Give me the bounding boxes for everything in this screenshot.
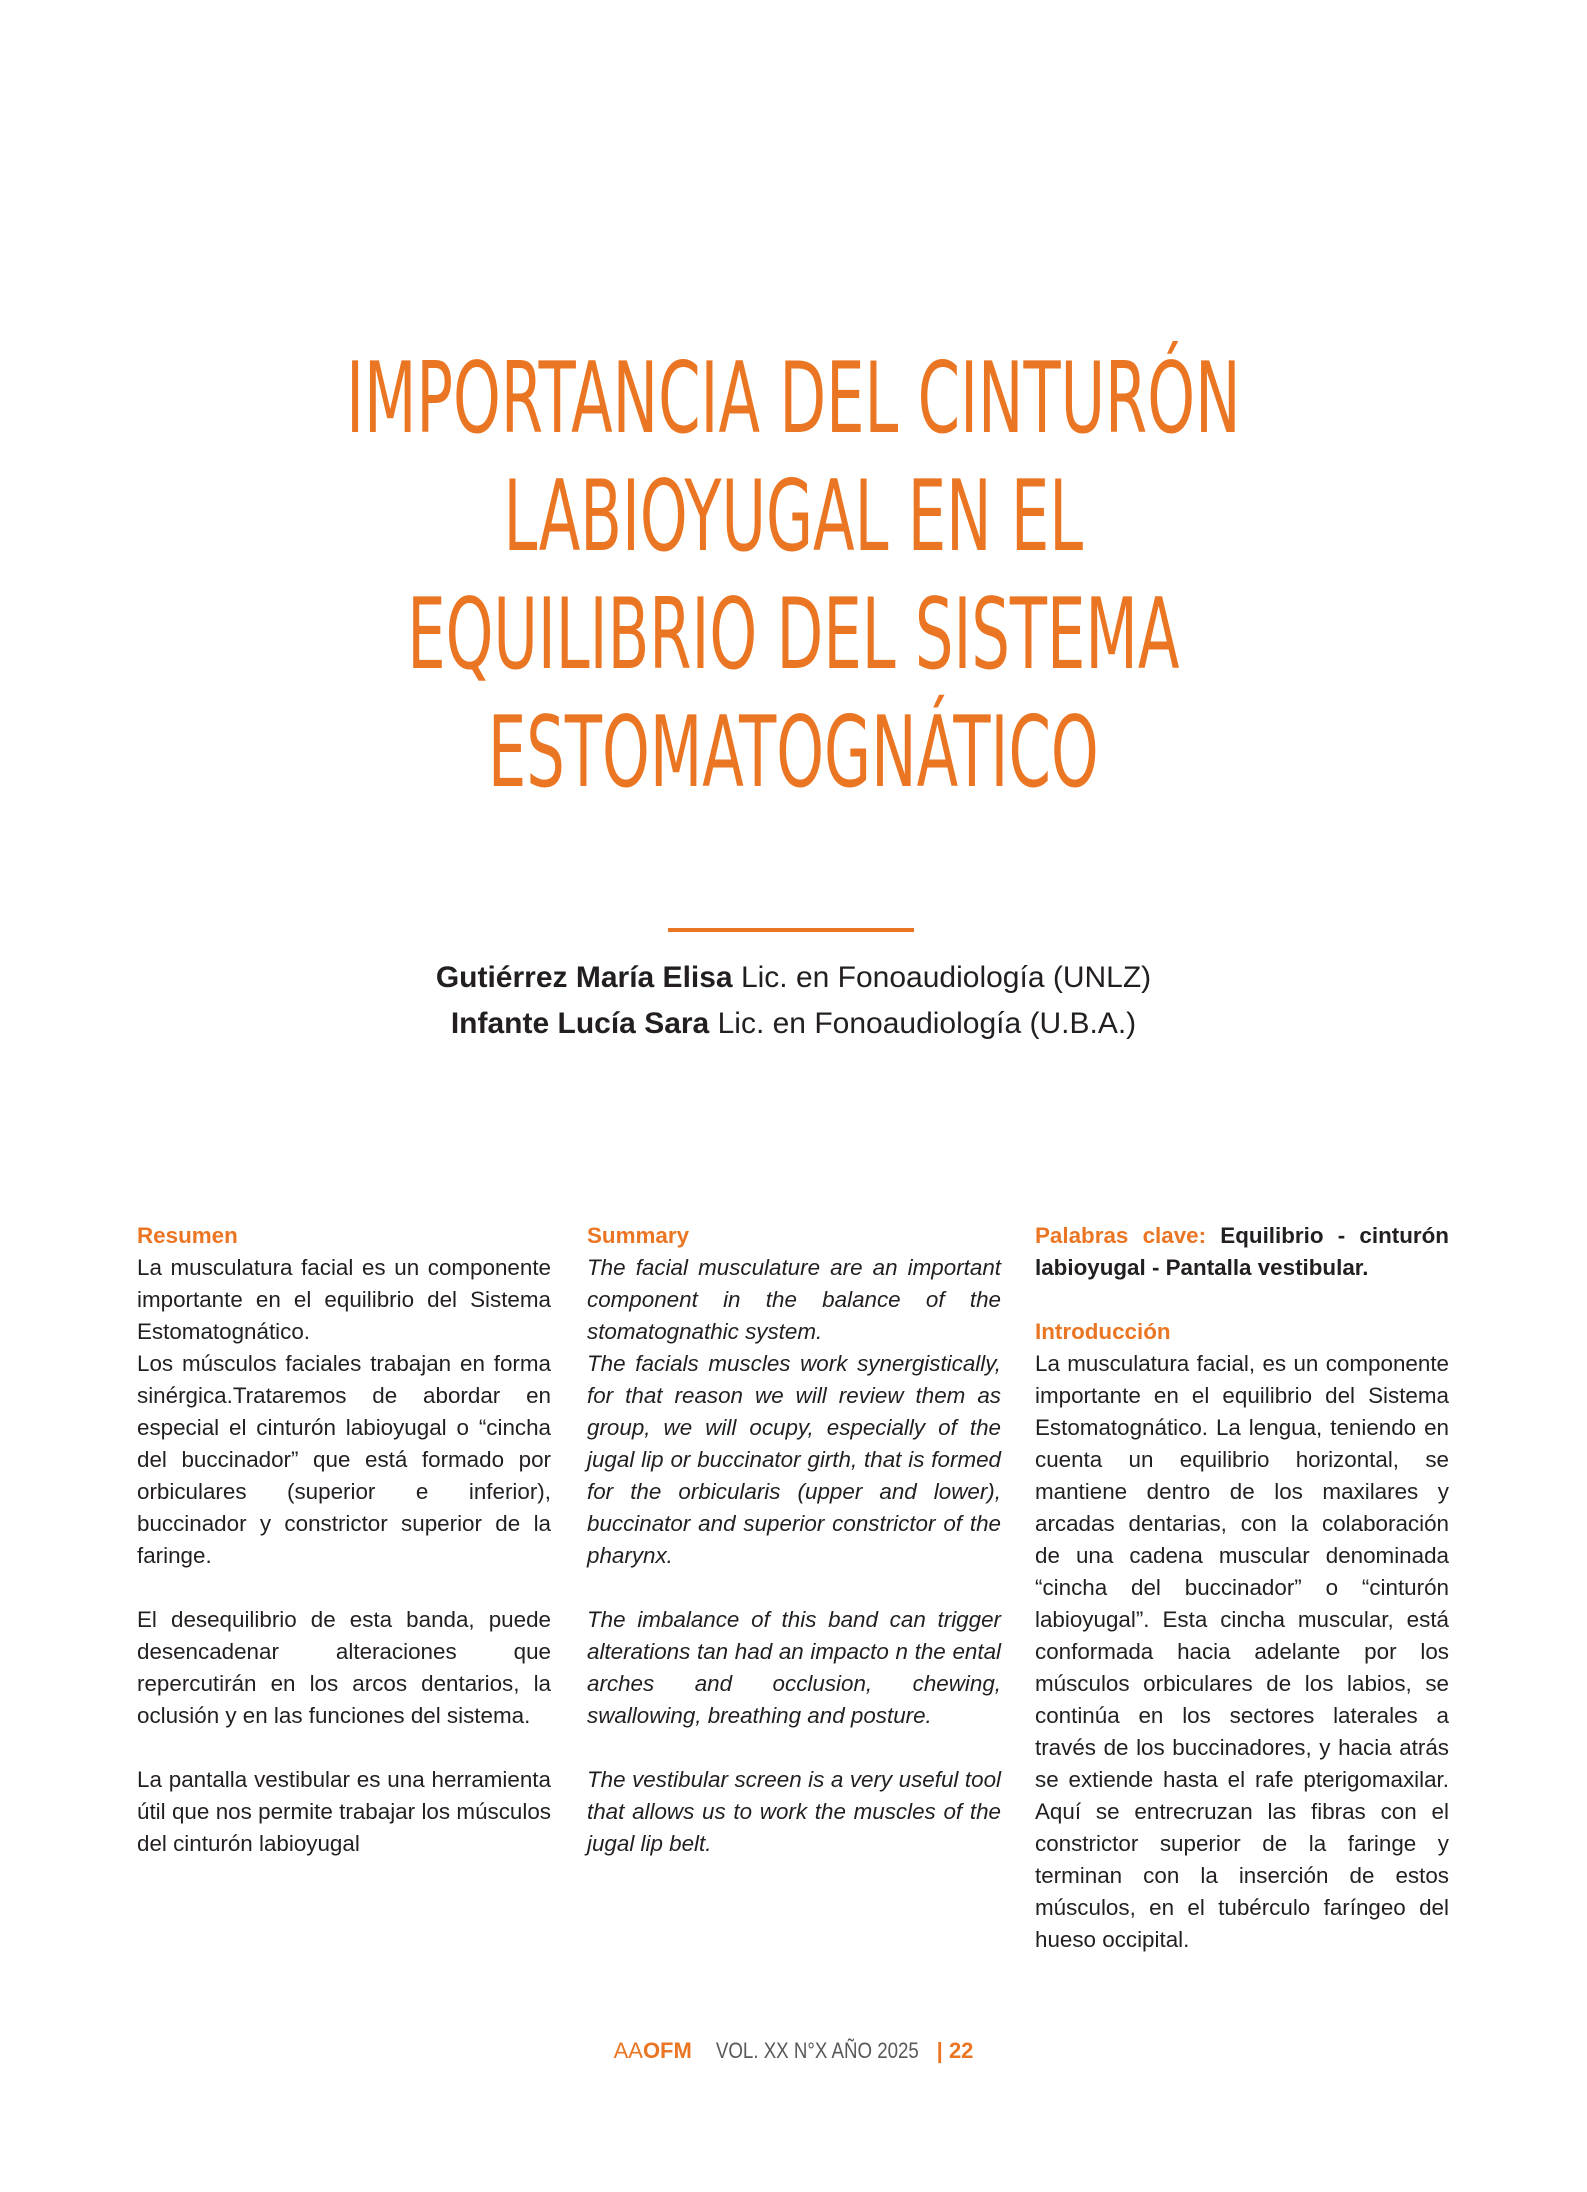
keywords-intro-column [1035, 1220, 1449, 1956]
summary-heading: Summary [587, 1223, 690, 1248]
journal-logo-ofm: OFM [642, 2038, 692, 2063]
summary-column [587, 1220, 1001, 1860]
article-title [301, 340, 1285, 812]
author-credential: Lic. en Fonoaudiología (UNLZ) [740, 961, 1152, 994]
resumen-paragraph: La pantalla vestibular es una herramienta útil que nos permite trabajar los músculos del cinturón labioyugal [137, 1767, 551, 1856]
keywords [1035, 1220, 1449, 1284]
title-line: LABIOYUGAL EN EL [503, 460, 1084, 574]
title-line: EQUILIBRIO DEL SISTEMA [407, 578, 1180, 692]
resumen-heading: Resumen [137, 1223, 238, 1248]
summary-paragraph: The vestibular screen is a very useful tool that allows us to work the muscles of the jugal lip belt. [587, 1767, 1001, 1856]
resumen-paragraph: El desequilibrio de esta banda, puede desencadenar alteraciones que repercutirán en los arcos dentarios, la oclusión y en las funciones del sistema. [137, 1607, 551, 1728]
footer-separator: | [936, 2038, 943, 2063]
summary-paragraph: The facials muscles work synergistically, for that reason we will review them as group, we will ocupy, especially of the jugal lip or buccinator girth, that is formed for the orbicularis (upper and lower), buccinator and superior constrictor of the pharynx. [587, 1351, 1001, 1568]
resumen-column [137, 1220, 551, 1860]
author-name: Infante Lucía Sara [450, 1007, 710, 1040]
summary-paragraph: The facial musculature are an important component in the balance of the stomatognathic system. [587, 1255, 1001, 1344]
title-divider [668, 928, 914, 932]
author-name: Gutiérrez María Elisa [435, 961, 733, 994]
journal-logo-aa: AA [613, 2038, 643, 2063]
summary-paragraph: The imbalance of this band can trigger alterations tan had an impacto n the ental arches and occlusion, chewing, swallowing, breathing and posture. [587, 1607, 1001, 1728]
introduccion-heading: Introducción [1035, 1319, 1171, 1344]
resumen-paragraph: Los músculos faciales trabajan en forma sinérgica.Trataremos de abordar en especial el cinturón labioyugal o “cincha del buccinador” que está formado por orbiculares (superior e inferior), buccinador y constrictor superior de la faringe. [137, 1351, 551, 1568]
author-line [0, 955, 1587, 1001]
keywords-text: Equilibrio - cinturón labioyugal - Pantalla vestibular. [1035, 1223, 1449, 1280]
author-list [0, 955, 1587, 1047]
author-line [0, 1001, 1587, 1047]
resumen-paragraph: La musculatura facial es un componente importante en el equilibrio del Sistema Estomatognático. [137, 1255, 551, 1344]
author-credential: Lic. en Fonoaudiología (U.B.A.) [717, 1007, 1137, 1040]
keywords-label: Palabras clave: [1035, 1223, 1207, 1248]
title-line: ESTOMATOGNÁTICO [487, 696, 1099, 810]
volume-info: VOL. XX N°X AÑO 2025 [715, 2038, 919, 2063]
introduccion-paragraph: La musculatura facial, es un componente importante en el equilibrio del Sistema Estomatognático. La lengua, teniendo en cuenta un equilibrio horizontal, se mantiene dentro de los maxilares y arcadas dentarias, con la colaboración de una cadena muscular denominada “cincha del buccinador” o “cinturón labioyugal”. Esta cincha muscular, está conformada hacia adelante por los músculos orbiculares de los labios, se continúa en los sectores laterales a través de los buccinadores, y hacia atrás se extiende hasta el rafe pterigomaxilar. Aquí se entrecruzan las fibras con el constrictor superior de la faringe y terminan con la inserción de estos músculos, en el tubérculo faríngeo del hueso occipital. [1035, 1351, 1449, 1952]
title-line: IMPORTANCIA DEL CINTURÓN [346, 342, 1241, 456]
page-footer [0, 2036, 1587, 2066]
page-number: 22 [948, 2038, 974, 2063]
